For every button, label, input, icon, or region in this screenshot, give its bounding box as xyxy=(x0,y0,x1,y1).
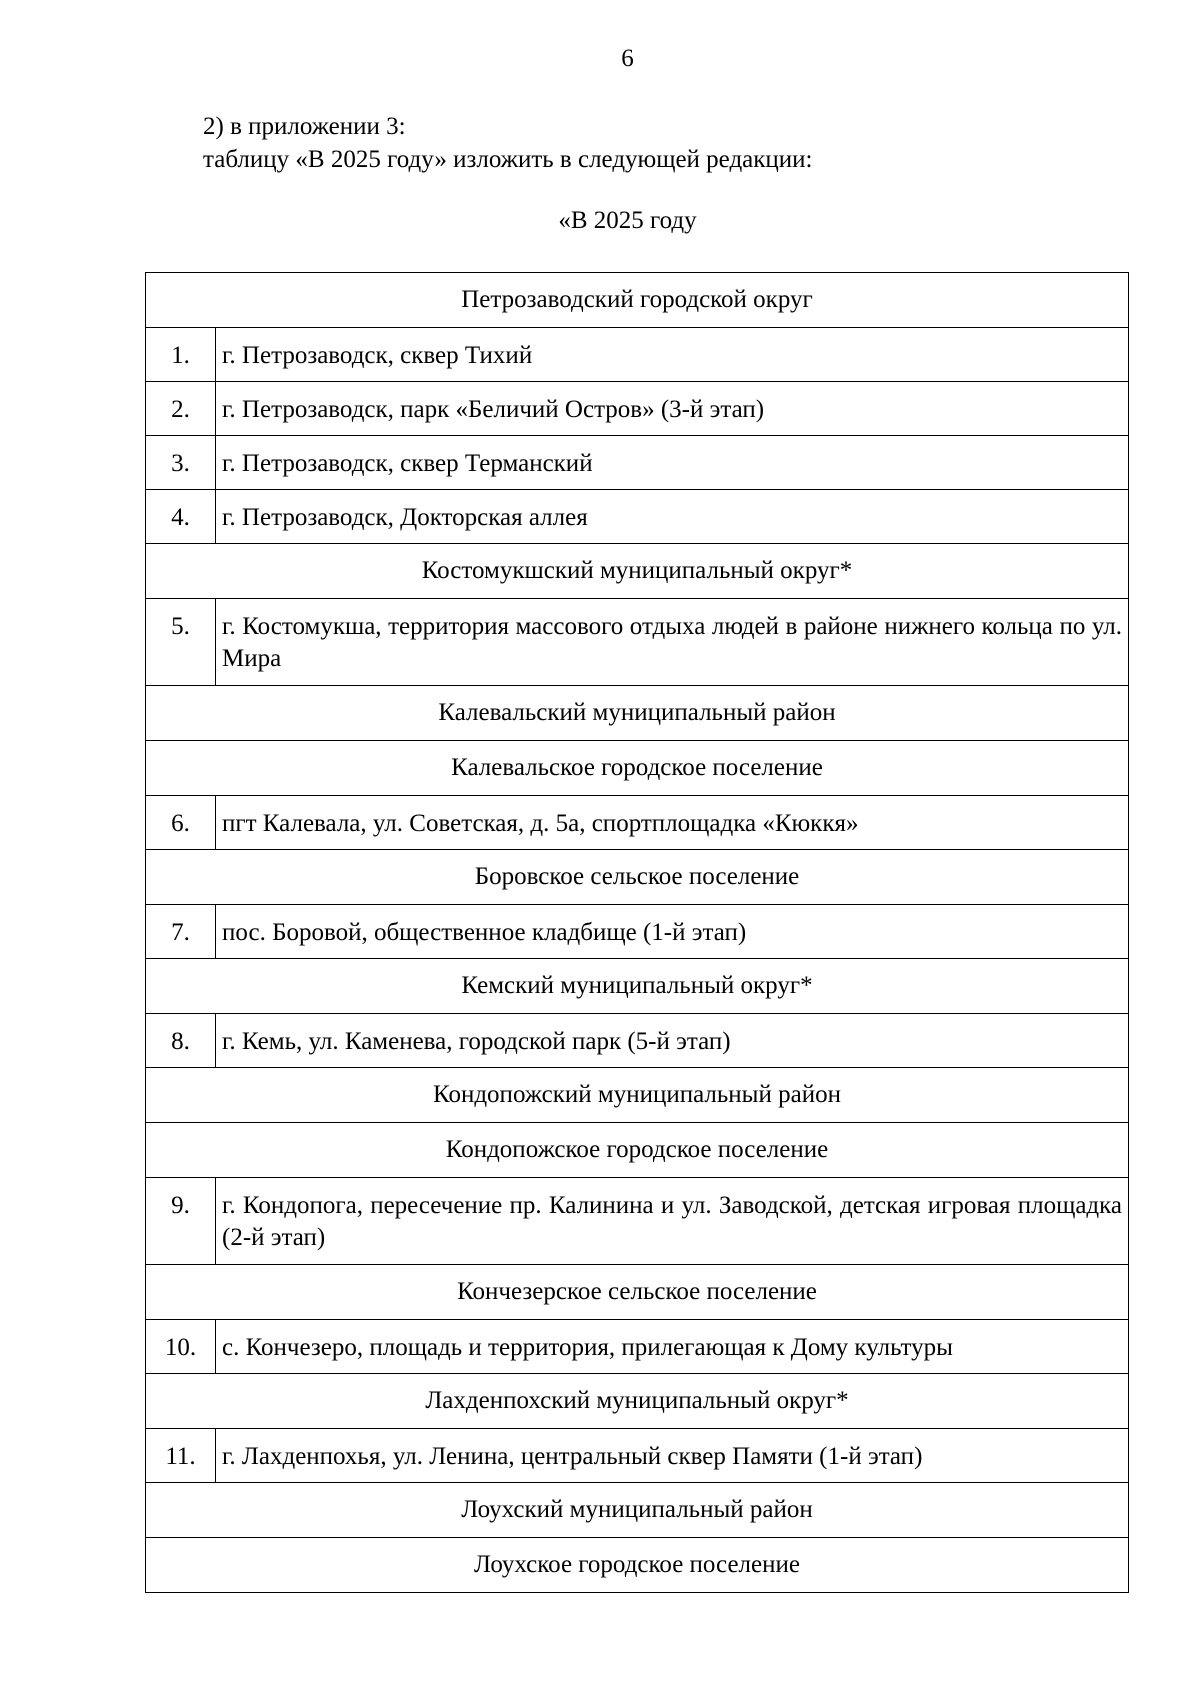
table-row xyxy=(146,905,1129,959)
table-row xyxy=(146,328,1129,382)
section-row xyxy=(146,850,1129,905)
section-row xyxy=(146,273,1129,328)
row-description: с. Кончезеро, площадь и территория, прилегающая к Дому культуры xyxy=(216,1320,1129,1374)
row-description: пгт Калевала, ул. Советская, д. 5а, спортплощадка «Кюккя» xyxy=(216,796,1129,850)
section-row xyxy=(146,544,1129,599)
row-description: пос. Боровой, общественное кладбище (1-й этап) xyxy=(216,905,1129,959)
table-row xyxy=(146,1320,1129,1374)
row-description: г. Костомукша, территория массового отдыха людей в районе нижнего кольца по ул. Мира xyxy=(216,599,1129,686)
section-title: Лахденпохский муниципальный округ* xyxy=(146,1374,1129,1429)
row-number: 7. xyxy=(146,905,216,959)
section-title: Калевальское городское поселение xyxy=(146,741,1129,796)
table-row xyxy=(146,382,1129,436)
row-number: 11. xyxy=(146,1429,216,1483)
section-title: Петрозаводский городской округ xyxy=(146,273,1129,328)
intro-text xyxy=(203,110,813,176)
section-title: Кондопожский муниципальный район xyxy=(146,1068,1129,1123)
section-row xyxy=(146,1374,1129,1429)
row-description: г. Лахденпохья, ул. Ленина, центральный сквер Памяти (1-й этап) xyxy=(216,1429,1129,1483)
section-title: Лоухский муниципальный район xyxy=(146,1483,1129,1538)
section-row xyxy=(146,686,1129,741)
page-number: 6 xyxy=(621,45,634,72)
row-description: г. Петрозаводск, Докторская аллея xyxy=(216,490,1129,544)
row-description: г. Кондопога, пересечение пр. Калинина и ул. Заводской, детская игровая площадка (2-й этап) xyxy=(216,1178,1129,1265)
row-number: 4. xyxy=(146,490,216,544)
row-number: 8. xyxy=(146,1014,216,1068)
table-row xyxy=(146,1178,1129,1265)
section-title: Кондопожское городское поселение xyxy=(146,1123,1129,1178)
row-description: г. Кемь, ул. Каменева, городской парк (5-й этап) xyxy=(216,1014,1129,1068)
section-row xyxy=(146,741,1129,796)
section-row xyxy=(146,959,1129,1014)
section-title: Лоухское городское поселение xyxy=(146,1538,1129,1593)
row-description: г. Петрозаводск, сквер Терманский xyxy=(216,436,1129,490)
table-row xyxy=(146,1014,1129,1068)
section-row xyxy=(146,1483,1129,1538)
table-row xyxy=(146,1429,1129,1483)
row-number: 9. xyxy=(146,1178,216,1265)
intro-line-1: 2) в приложении 3: xyxy=(203,113,406,140)
intro-line-2: таблицу «В 2025 году» изложить в следующей редакции: xyxy=(203,146,813,173)
row-description: г. Петрозаводск, парк «Беличий Остров» (3-й этап) xyxy=(216,382,1129,436)
row-number: 10. xyxy=(146,1320,216,1374)
improvement-table xyxy=(145,272,1129,1593)
row-description: г. Петрозаводск, сквер Тихий xyxy=(216,328,1129,382)
section-row xyxy=(146,1265,1129,1320)
table-row xyxy=(146,490,1129,544)
row-number: 3. xyxy=(146,436,216,490)
section-title: Боровское сельское поселение xyxy=(146,850,1129,905)
row-number: 6. xyxy=(146,796,216,850)
section-row xyxy=(146,1123,1129,1178)
table-row xyxy=(146,436,1129,490)
section-title: Калевальский муниципальный район xyxy=(146,686,1129,741)
section-title: Кончезерское сельское поселение xyxy=(146,1265,1129,1320)
section-row xyxy=(146,1538,1129,1593)
table-row xyxy=(146,599,1129,686)
section-row xyxy=(146,1068,1129,1123)
section-title: Кемский муниципальный округ* xyxy=(146,959,1129,1014)
table-row xyxy=(146,796,1129,850)
row-number: 1. xyxy=(146,328,216,382)
section-title: Костомукшский муниципальный округ* xyxy=(146,544,1129,599)
table-title: «В 2025 году xyxy=(558,207,697,234)
row-number: 5. xyxy=(146,599,216,686)
row-number: 2. xyxy=(146,382,216,436)
